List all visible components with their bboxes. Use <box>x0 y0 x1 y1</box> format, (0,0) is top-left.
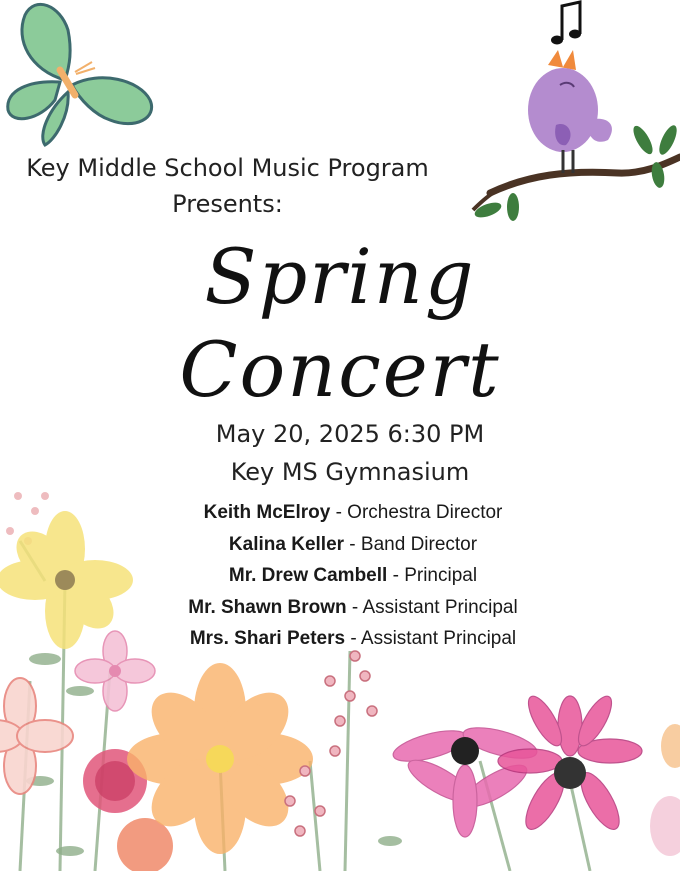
music-note-icon <box>548 0 588 50</box>
watercolor-flowers-illustration <box>0 481 680 871</box>
staff-name: Mr. Shawn Brown <box>188 596 347 618</box>
title-concert: Concert <box>179 325 501 414</box>
event-datetime: May 20, 2025 6:30 PM <box>215 420 485 448</box>
staff-role: - Assistant Principal <box>345 628 517 649</box>
staff-name: Mr. Drew Cambell <box>228 565 388 586</box>
title-spring: Spring <box>204 232 476 321</box>
header-line-2: Presents: <box>172 190 283 218</box>
staff-role: - Principal <box>387 565 478 586</box>
bird-on-branch-illustration <box>468 45 680 235</box>
staff-role: - Assistant Principal <box>346 596 518 618</box>
butterfly-illustration <box>0 0 170 160</box>
staff-role: - Band Director <box>344 533 478 555</box>
staff-name: Kalina Keller <box>228 533 345 555</box>
staff-role: - Orchestra Director <box>330 502 503 523</box>
event-venue: Key MS Gymnasium <box>230 458 470 486</box>
presenter-header <box>0 150 455 222</box>
header-line-1: Key Middle School Music Program <box>26 154 429 182</box>
staff-name: Mrs. Shari Peters <box>189 628 346 649</box>
staff-name: Keith McElroy <box>203 502 331 523</box>
